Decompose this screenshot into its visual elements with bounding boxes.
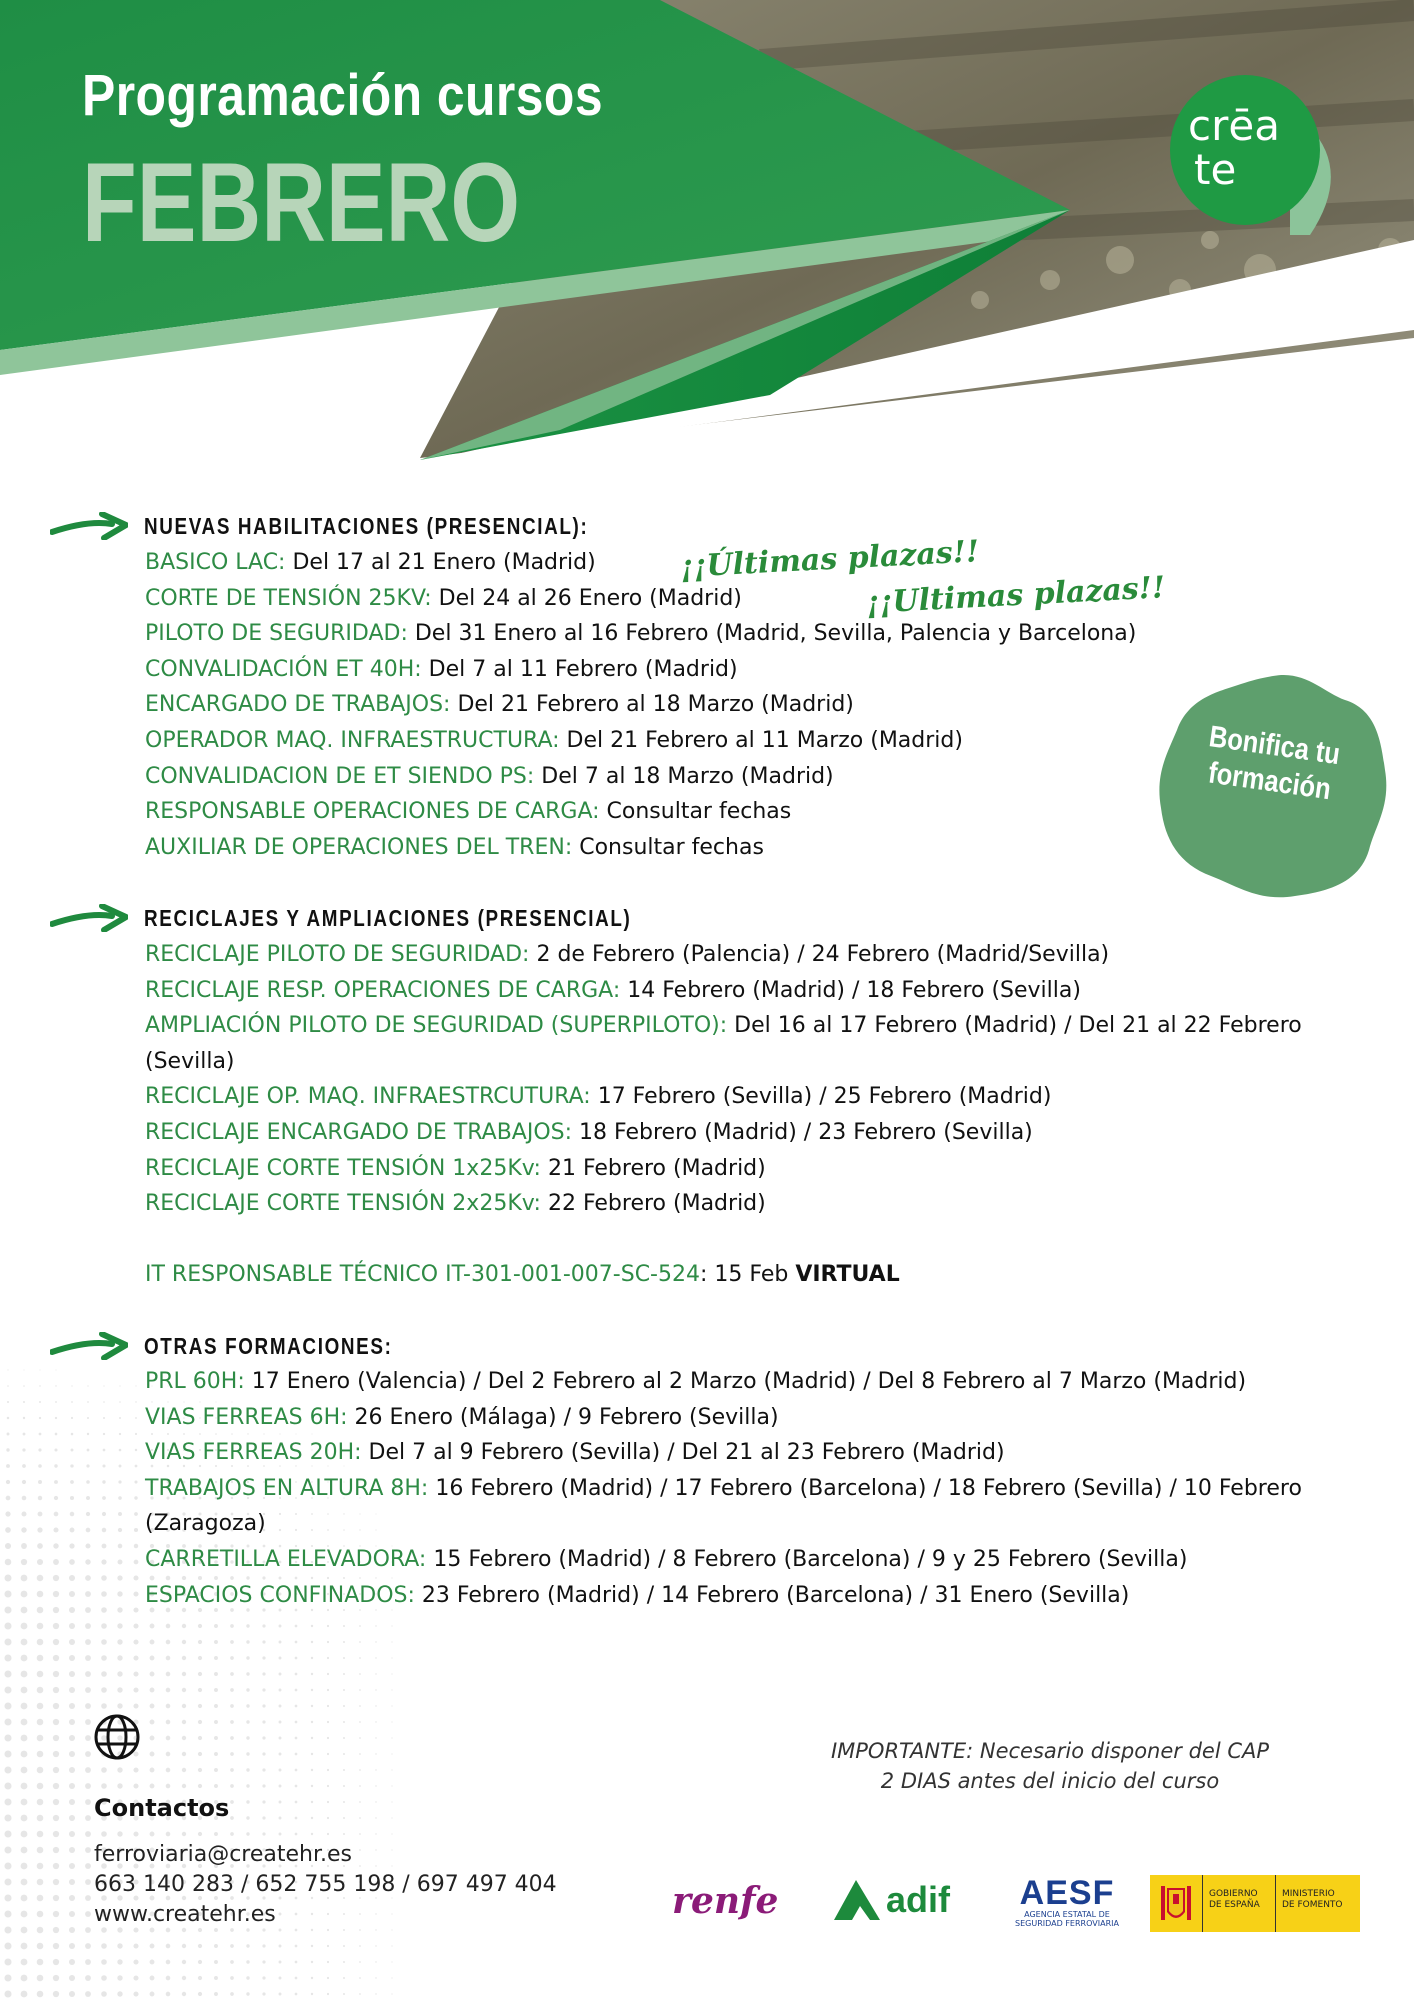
title-line-1: Programación cursos [82,63,603,128]
list-item: TRABAJOS EN ALTURA 8H: 16 Febrero (Madrid) / 17 Febrero (Barcelona) / 18 Febrero (Sevilla) / 10 Febrero (Zaragoza) [145,1475,1302,1537]
contact-web[interactable]: www.createhr.es [94,1902,276,1927]
list-item: ENCARGADO DE TRABAJOS: Del 21 Febrero al 18 Marzo (Madrid) [145,692,854,718]
list-item: VIAS FERREAS 20H: Del 7 al 9 Febrero (Sevilla) / Del 21 al 23 Febrero (Madrid) [145,1440,1005,1466]
gobierno-logo [1150,1875,1360,1932]
create-logo [1170,75,1320,225]
section-recycle-heading [50,904,738,932]
list-item: PILOTO DE SEGURIDAD: Del 31 Enero al 16 Febrero (Madrid, Sevilla, Palencia y Barcelona) [145,621,1137,647]
title-month: FEBRERO [82,140,521,265]
list-item-it: IT RESPONSABLE TÉCNICO IT-301-001-007-SC-524: 15 Feb VIRTUAL [145,1262,900,1288]
section-other-list [145,1364,1380,1613]
section-recycle-list [145,937,1380,1293]
list-item: ESPACIOS CONFINADOS: 23 Febrero (Madrid) / 14 Febrero (Barcelona) / 31 Enero (Sevilla) [145,1582,1130,1608]
list-item: CONVALIDACION DE ET SIENDO PS: Del 7 al 18 Marzo (Madrid) [145,763,834,789]
last-places-note-2: ¡¡Ultimas plazas!! [865,570,1166,621]
list-item: RESPONSABLE OPERACIONES DE CARGA: Consultar fechas [145,799,792,825]
gobierno-text: GOBIERNO DE ESPAÑA [1202,1875,1276,1932]
list-item: PRL 60H: 17 Enero (Valencia) / Del 2 Febrero al 2 Marzo (Madrid) / Del 8 Febrero al 7 Marzo (Madrid) [145,1369,1247,1394]
aesf-logo: AESF AGENCIA ESTATAL DE SEGURIDAD FERROVIARIA [1015,1874,1119,1928]
arrow-icon [50,512,128,540]
bonifica-text: Bonifica tu formación [1206,720,1343,807]
last-places-note-1: ¡¡Últimas plazas!! [679,534,980,585]
list-item: AMPLIACIÓN PILOTO DE SEGURIDAD (SUPERPILOTO): Del 16 al 17 Febrero (Madrid) / Del 21 al 22 Febrero (Sevilla) [145,1013,1302,1074]
list-item: RECICLAJE ENCARGADO DE TRABAJOS: 18 Febrero (Madrid) / 23 Febrero (Sevilla) [145,1119,1033,1145]
section-new-title: NUEVAS HABILITACIONES (PRESENCIAL): [144,512,589,539]
list-item: RECICLAJE OP. MAQ. INFRAESTRCUTURA: 17 Febrero (Sevilla) / 25 Febrero (Madrid) [145,1084,1052,1110]
list-item: BASICO LAC: Del 17 al 21 Enero (Madrid) [145,550,596,575]
section-new-heading [50,512,686,540]
list-item: CONVALIDACIÓN ET 40H: Del 7 al 11 Febrero (Madrid) [145,656,738,682]
contacts-title: Contactos [94,1794,230,1822]
adif-logo: adif [830,1878,950,1922]
adif-mark-icon [830,1878,882,1922]
list-item: RECICLAJE CORTE TENSIÓN 2x25Kv: 22 Febrero (Madrid) [145,1191,766,1217]
contact-email[interactable]: ferroviaria@createhr.es [94,1842,353,1867]
ministerio-text: MINISTERIO DE FOMENTO [1282,1889,1343,1910]
section-recycle-title: RECICLAJES Y AMPLIACIONES (PRESENCIAL) [144,904,632,931]
list-item: RECICLAJE RESP. OPERACIONES DE CARGA: 14 Febrero (Madrid) / 18 Febrero (Sevilla) [145,977,1081,1003]
globe-icon [92,1712,142,1762]
renfe-logo: renfe [672,1880,779,1922]
list-item: VIAS FERREAS 6H: 26 Enero (Málaga) / 9 Febrero (Sevilla) [145,1404,779,1430]
list-item: CORTE DE TENSIÓN 25KV: Del 24 al 26 Enero (Madrid) [145,585,742,611]
list-item: AUXILIAR DE OPERACIONES DEL TREN: Consultar fechas [145,834,764,860]
section-other-title: OTRAS FORMACIONES: [144,1332,393,1359]
coat-of-arms-icon [1150,1875,1202,1932]
list-item: OPERADOR MAQ. INFRAESTRUCTURA: Del 21 Febrero al 11 Marzo (Madrid) [145,727,963,753]
list-item: RECICLAJE PILOTO DE SEGURIDAD: 2 de Febrero (Palencia) / 24 Febrero (Madrid/Sevilla) [145,942,1110,967]
list-item: CARRETILLA ELEVADORA: 15 Febrero (Madrid) / 8 Febrero (Barcelona) / 9 y 25 Febrero (Sevilla) [145,1546,1188,1572]
contact-phones: 663 140 283 / 652 755 198 / 697 497 404 [94,1872,557,1897]
important-note: IMPORTANTE: Necesario disponer del CAP 2 DIAS antes del inicio del curso [830,1739,1270,1793]
logo-text-1: crēa [1188,101,1280,150]
arrow-icon [50,904,128,932]
list-item: RECICLAJE CORTE TENSIÓN 1x25Kv: 21 Febrero (Madrid) [145,1155,766,1181]
logo-text-2: te [1194,145,1237,194]
